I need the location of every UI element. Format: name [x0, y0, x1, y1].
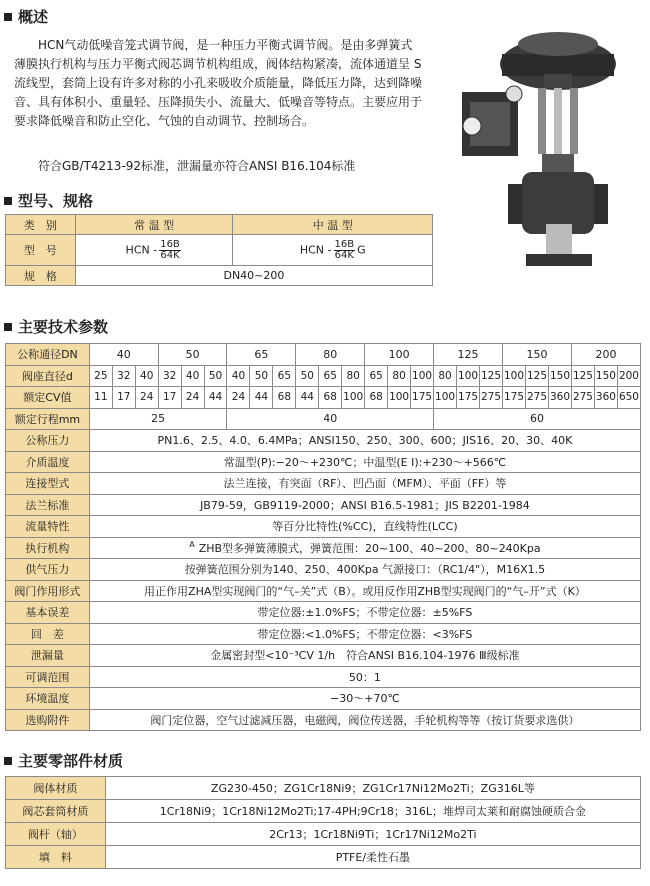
model-fraction: $\frac{16B}{64K}$: [334, 238, 355, 261]
table-cell: 17: [158, 387, 181, 409]
row-label: 阀座直径d: [6, 365, 90, 387]
table-row: [6, 430, 641, 452]
row-label: 额定CV值: [6, 387, 90, 409]
row-value: [89, 473, 640, 495]
row-label: 阀杆（轴）: [6, 823, 106, 846]
table-cell: 规 格: [6, 266, 76, 286]
row-value: [89, 602, 640, 624]
row-value: [89, 645, 640, 667]
table-cell: 125: [526, 365, 549, 387]
row-label: 额定行程mm: [6, 408, 90, 430]
row-value: [89, 430, 640, 452]
row-value-text: 法兰连接，有突面（RF）、凹凸面（MFM）、平面（FF）等: [223, 477, 507, 491]
table-cell: 100: [434, 387, 457, 409]
table-row: [6, 387, 641, 409]
table-cell: 68: [273, 387, 296, 409]
table-cell: 275: [526, 387, 549, 409]
row-label: 供气压力: [6, 559, 90, 581]
row-label: 选购附件: [6, 709, 90, 731]
materials-table: [5, 776, 641, 869]
table-row: [6, 344, 641, 366]
table-cell: 100: [411, 365, 434, 387]
table-cell: 25: [89, 408, 227, 430]
table-cell: 80: [342, 365, 365, 387]
table-cell: 类 别: [6, 215, 76, 235]
overview-paragraph: HCN气动低噪音笼式调节阀，是一种压力平衡式调节阀。是由多弹簧式薄膜执行机构与压力平衡式阀芯调节机构组成，阀体结构紧凑，流体通道呈 S 流线型，套筒上设有许多对称的小孔来吸收介质能量，降低压力降，达到降噪音、具有体积小、重量轻、压降损失小、流量大、低噪音等特点。主要应用于要求降低噪音和防止空化、气蚀的自动调节、控制场合。: [14, 38, 423, 128]
table-cell: 40: [227, 408, 434, 430]
table-cell: 65: [319, 365, 342, 387]
row-value: ZG230-450；ZG1Cr18Ni9；ZG1Cr17Ni12Mo2Ti；ZG316L等: [105, 777, 640, 800]
row-value: [89, 580, 640, 602]
table-cell: 中 温 型: [233, 215, 433, 235]
actuator-mark: A: [189, 540, 195, 550]
row-value-text: 用正作用ZHA型实现阀门的“气–关”式（B）。或用反作用ZHB型实现阀门的“气–开”式（K）: [144, 584, 586, 598]
table-cell: 80: [434, 365, 457, 387]
row-value: [89, 559, 640, 581]
section-title-overview: 概述: [4, 6, 48, 27]
table-cell: 100: [457, 365, 480, 387]
square-bullet-icon: [4, 757, 12, 765]
table-row: [6, 215, 433, 235]
row-value-text: 按弹簧范围分别为140、250、400Kpa 气源接口：（RC1/4"），M16X1.5: [184, 563, 546, 577]
table-cell: 175: [503, 387, 526, 409]
table-row: [6, 537, 641, 559]
model-medium-cell: HCN - $\frac{16B}{64K}$ G: [233, 235, 433, 266]
table-row: [6, 846, 641, 869]
model-fraction: $\frac{16B}{64K}$: [160, 238, 180, 261]
table-row: [6, 365, 641, 387]
table-cell: 100: [503, 365, 526, 387]
model-table: [5, 214, 433, 286]
table-cell: 65: [365, 365, 388, 387]
section-title-models: 型号、规格: [4, 190, 93, 211]
row-label: 回 差: [6, 623, 90, 645]
row-value-text: 常温型(P):−20～+230℃；中温型(E I):+230～+566℃: [223, 455, 507, 469]
table-row: [6, 823, 641, 846]
table-cell: 11: [89, 387, 112, 409]
table-row: [6, 666, 641, 688]
table-cell: 80: [296, 344, 365, 366]
table-cell: 125: [480, 365, 503, 387]
table-cell: 常 温 型: [75, 215, 233, 235]
table-cell: 60: [434, 408, 641, 430]
table-cell: 175: [457, 387, 480, 409]
table-cell: 25: [89, 365, 112, 387]
table-row: [6, 494, 641, 516]
row-label: 阀芯套筒材质: [6, 800, 106, 823]
row-label: 法兰标准: [6, 494, 90, 516]
table-cell: 125: [434, 344, 503, 366]
table-row: [6, 516, 641, 538]
table-row: [6, 408, 641, 430]
table-row: [6, 580, 641, 602]
row-value: [89, 688, 640, 710]
row-value: [89, 537, 640, 559]
table-row: [6, 235, 433, 266]
table-row: [6, 800, 641, 823]
table-cell: 150: [594, 365, 617, 387]
row-value: [89, 494, 640, 516]
table-cell: 68: [365, 387, 388, 409]
table-cell: 650: [617, 387, 640, 409]
table-cell: 40: [89, 344, 158, 366]
table-cell: 40: [227, 365, 250, 387]
table-cell: 65: [227, 344, 296, 366]
row-label: 泄漏量: [6, 645, 90, 667]
table-cell: 40: [135, 365, 158, 387]
row-value-text: 金属密封型<10⁻³CV 1/h 符合ANSI B16.104-1976 Ⅲ级标准: [210, 649, 520, 663]
table-row: [6, 777, 641, 800]
row-value: 1Cr18Ni9；1Cr18Ni12Mo2Ti;17-4PH;9Cr18；316L；堆焊司太莱和耐腐蚀硬质合金: [105, 800, 640, 823]
table-cell: 80: [388, 365, 411, 387]
table-cell: 型 号: [6, 235, 76, 266]
table-cell: 100: [342, 387, 365, 409]
row-value-text: 带定位器:±1.0%FS；不带定位器：±5%FS: [257, 606, 473, 620]
table-cell: 360: [548, 387, 571, 409]
row-value: [89, 451, 640, 473]
table-cell: 17: [112, 387, 135, 409]
row-label: 填 料: [6, 846, 106, 869]
square-bullet-icon: [4, 323, 12, 331]
table-cell: 68: [319, 387, 342, 409]
row-value: PTFE/柔性石墨: [105, 846, 640, 869]
square-bullet-icon: [4, 13, 12, 21]
row-value: [89, 709, 640, 731]
valve-product-image: [448, 14, 644, 286]
row-value-text: ZHB型多弹簧薄膜式，弹簧范围：20~100、40~200、80~240Kpa: [198, 541, 541, 555]
row-value: [89, 666, 640, 688]
row-value: 2Cr13；1Cr18Ni9Ti；1Cr17Ni12Mo2Ti: [105, 823, 640, 846]
table-cell: 50: [204, 365, 227, 387]
table-cell: 32: [112, 365, 135, 387]
table-row: [6, 688, 641, 710]
square-bullet-icon: [4, 197, 12, 205]
row-label: 执行机构: [6, 537, 90, 559]
table-cell: 40: [181, 365, 204, 387]
table-cell: 44: [250, 387, 273, 409]
row-value: [89, 516, 640, 538]
table-cell: 50: [296, 365, 319, 387]
row-value-text: 50：1: [348, 670, 381, 684]
table-row: [6, 602, 641, 624]
row-label: 阀体材质: [6, 777, 106, 800]
table-cell: 24: [135, 387, 158, 409]
table-row: [6, 266, 433, 286]
table-row: [6, 473, 641, 495]
table-cell: 200: [617, 365, 640, 387]
table-cell: 200: [571, 344, 640, 366]
table-cell: 44: [204, 387, 227, 409]
standard-text: 符合GB/T4213-92标准，泄漏量亦符合ANSI B16.104标准: [38, 159, 356, 173]
table-row: [6, 559, 641, 581]
table-cell: 125: [571, 365, 594, 387]
row-label: 可调范围: [6, 666, 90, 688]
table-row: [6, 623, 641, 645]
row-label: 介质温度: [6, 451, 90, 473]
table-cell: 24: [181, 387, 204, 409]
section-title-materials: 主要零部件材质: [4, 750, 123, 771]
table-cell: DN40~200: [75, 266, 432, 286]
row-value-text: 阀门定位器，空气过滤减压器，电磁阀，阀位传送器，手轮机构等等（按订货要求选供）: [150, 713, 580, 727]
row-label: 阀门作用形式: [6, 580, 90, 602]
row-label: 环境温度: [6, 688, 90, 710]
row-label: 公称压力: [6, 430, 90, 452]
table-cell: 32: [158, 365, 181, 387]
table-cell: 175: [411, 387, 434, 409]
row-value-text: −30～+70℃: [330, 692, 400, 706]
row-label: 公称通径DN: [6, 344, 90, 366]
table-cell: 150: [503, 344, 572, 366]
table-cell: 50: [250, 365, 273, 387]
table-row: [6, 451, 641, 473]
table-cell: 275: [571, 387, 594, 409]
section-title-params: 主要技术参数: [4, 316, 108, 337]
table-row: [6, 709, 641, 731]
table-cell: 360: [594, 387, 617, 409]
table-cell: 65: [273, 365, 296, 387]
model-normal-cell: HCN - $\frac{16B}{64K}$: [75, 235, 233, 266]
row-value-text: 等百分比特性(%CC)，直线特性(LCC): [272, 520, 458, 534]
row-value: [89, 623, 640, 645]
row-value-text: JB79-59，GB9119-2000；ANSI B16.5-1981；JIS B2201-1984: [200, 498, 530, 512]
row-value-text: 带定位器:<1.0%FS；不带定位器：<3%FS: [257, 627, 473, 641]
table-row: [6, 645, 641, 667]
table-cell: 44: [296, 387, 319, 409]
row-value-text: PN1.6、2.5、4.0、6.4MPa；ANSI150、250、300、600；JIS16、20、30、40K: [157, 434, 573, 448]
table-cell: 100: [388, 387, 411, 409]
table-cell: 150: [548, 365, 571, 387]
table-cell: 100: [365, 344, 434, 366]
row-label: 连接型式: [6, 473, 90, 495]
table-cell: 50: [158, 344, 227, 366]
params-table: [5, 343, 641, 731]
row-label: 流量特性: [6, 516, 90, 538]
row-label: 基本误差: [6, 602, 90, 624]
table-cell: 24: [227, 387, 250, 409]
table-cell: 275: [480, 387, 503, 409]
